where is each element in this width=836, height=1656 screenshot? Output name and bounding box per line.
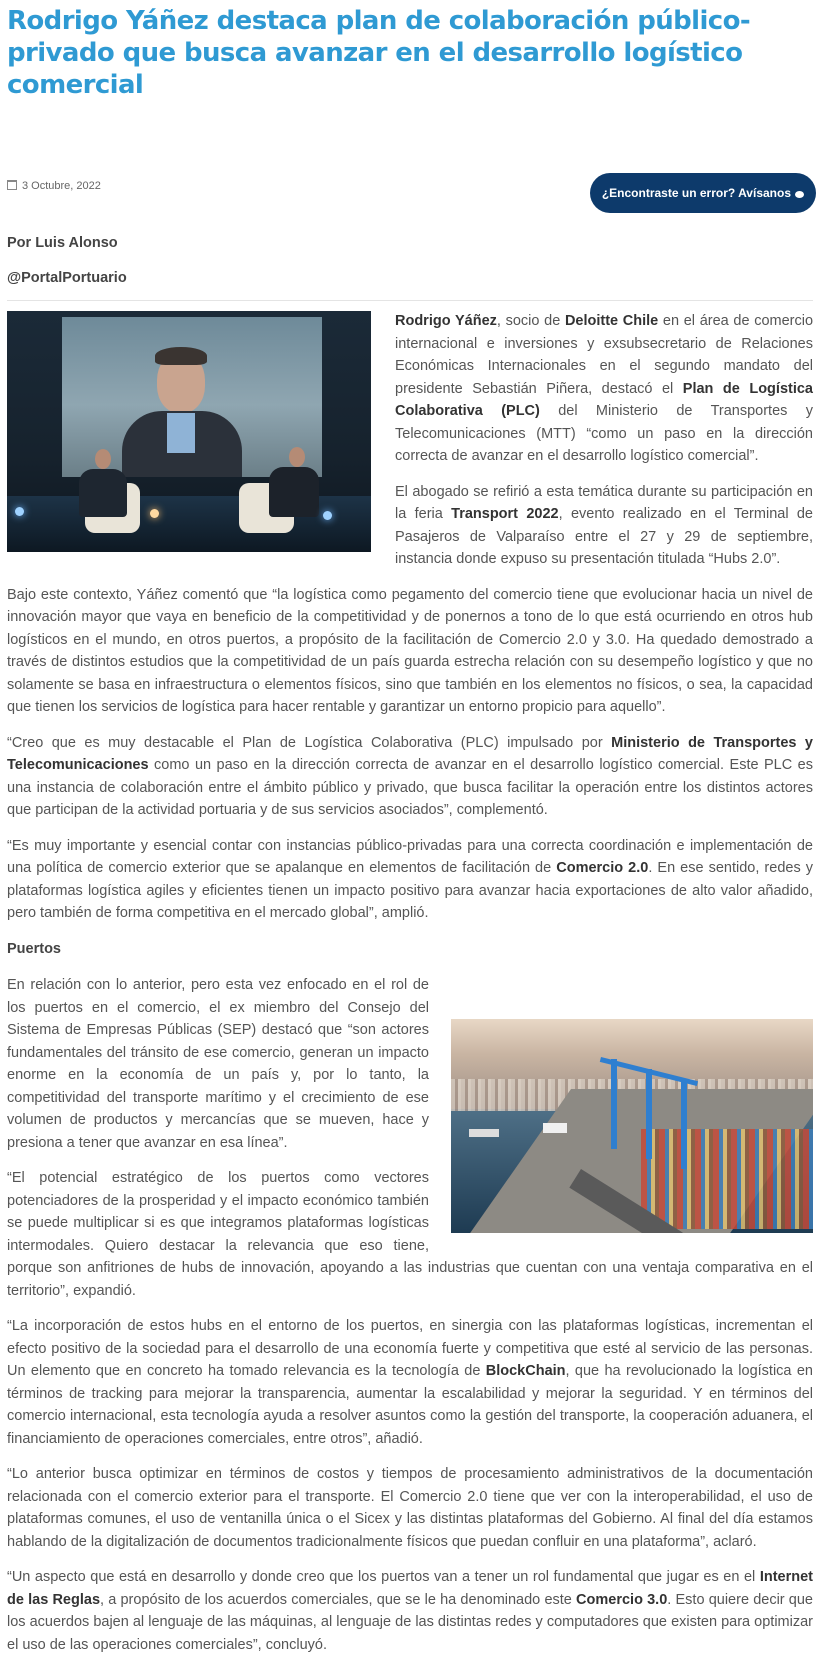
article-body	[7, 310, 813, 1656]
paragraph: “Creo que es muy destacable el Plan de Logística Colaborativa (PLC) impulsado por Ministerio de Transportes y Telecomunicaciones como un paso en la dirección correcta de avanzar en el desarrollo logístico comercial. Este PLC es una instancia de colaboración entre el ámbito público y privado, que busca facilitar la operación entre los distintos actores que participan de la actividad portuaria y de sus servicios asociados”, complementó.	[7, 734, 813, 818]
author-handle: @PortalPortuario	[7, 270, 127, 286]
paragraph: Rodrigo Yáñez, socio de Deloitte Chile en el área de comercio internacional e inversiones y exsubsecretario de Relaciones Económicas Internacionales en el segundo mandato del presidente Sebastián Piñera, destacó el Plan de Logística Colaborativa (PLC) del Ministerio de Transportes y Telecomunicaciones (MTT) “como un paso en la dirección correcta de avanzar en el desarrollo logístico comercial”.	[395, 313, 814, 464]
paragraph: El abogado se refirió a esta temática durante su participación en la feria Transport 2022, evento realizado en el Terminal de Pasajeros de Valparaíso entre el 27 y 29 de septiembre, instancia donde expuso su presentación titulada “Hubs 2.0”.	[395, 483, 813, 567]
speaker-shirt	[167, 413, 195, 453]
paragraph: Bajo este contexto, Yáñez comentó que “la logística como pegamento del comercio tiene que evolucionar hacia un nivel de innovación mayor que vaya en beneficio de la competitividad y de ponernos a tono de lo que está ocurriendo en otros hub logísticos en el mundo, en otros puertos, a propósito de la facilitación de Comercio 2.0 y 3.0. Ha quedado demostrado a través de distintos estudios que la competitividad de un país guarda estrecha relación con su desempeño logístico y que no solamente se basa en infraestructura o elementos físicos, sino que también en los elementos no físicos, o sea, la capacidad que tienen los servicios de logística para hacer rentable y garantizar un entorno propicio para aquello”.	[7, 586, 813, 715]
crane	[681, 1079, 687, 1169]
stage-light-icon	[150, 509, 159, 518]
article	[7, 0, 813, 1656]
paragraph: “El potencial estratégico de los puertos como vectores potenciadores de la prosperidad y el impacto económico también se puede multiplicar si es que integramos plataformas logísticas intermodales. Quiero destacar la relevancia que eso tiene, porque son anfitriones de hubs de innovación, apoyando a las industrias que cuentan con una ventaja comparativa en el territorio”, expandió.	[7, 1170, 813, 1299]
small-ship	[543, 1123, 567, 1133]
author-byline: Por Luis Alonso	[7, 235, 118, 251]
small-ship	[469, 1129, 499, 1137]
report-error-button[interactable]	[590, 173, 816, 213]
paragraph: “Un aspecto que está en desarrollo y donde creo que los puertos van a tener un rol fundamental que jugar es en el Internet de las Reglas, a propósito de los acuerdos comerciales, que se le ha denominado este Comercio 3.0. Esto quiere decir que los acuerdos bajen al lenguaje de las máquinas, al lenguaje de las distintas redes y computadores que existen para optimizar el uso de las operaciones comerciales”, concluyó.	[7, 1569, 814, 1653]
crane	[611, 1059, 617, 1149]
publish-date	[7, 180, 101, 192]
date-text: 3 Octubre, 2022	[22, 180, 101, 192]
conference-photo	[7, 311, 371, 552]
port-photo	[451, 1019, 813, 1233]
crane	[646, 1069, 652, 1159]
paragraph: “La incorporación de estos hubs en el entorno de los puertos, en sinergia con las plataformas logísticas, incrementan el efecto positivo de la sociedad para el desarrollo de una economía fuerte y competitiva que esté al servicio de las personas. Un elemento que en concreto ha tomado relevancia es la tecnología de BlockChain, que ha revolucionado la logística en términos de tracking para mejorar la transparencia, aumentar la escalabilidad y mejorar la seguridad. Y en términos del comercio internacional, esta tecnología ayuda a resolver asuntos como la gestión del transporte, la cooperación aduanera, el financiamiento de operaciones comerciales, entre otros”, añadió.	[7, 1318, 813, 1447]
person-left-body	[79, 469, 127, 517]
stage-light-icon	[15, 507, 24, 516]
paragraph: En relación con lo anterior, pero esta vez enfocado en el rol de los puertos en el comercio, el ex miembro del Consejo del Sistema de Empresas Públicas (SEP) destacó que “son actores fundamentales del tránsito de ese comercio, generan un impacto enorme en la economía de un país y, por lo tanto, la competitividad del transporte marítimo y el crecimiento de ese volumen de productos y mercancías que se mueven, hace y presiona a tener que avanzar en esa línea”.	[7, 977, 429, 1151]
person-right-head	[289, 447, 305, 467]
containers	[641, 1129, 813, 1229]
article-title: Rodrigo Yáñez destaca plan de colaboración público-privado que busca avanzar en el desarrollo logístico comercial	[7, 6, 751, 100]
speaker-hair	[155, 347, 207, 365]
person-left-head	[95, 449, 111, 469]
paragraph: “Es muy importante y esencial contar con instancias público-privadas para una correcta coordinación e implementación de una política de comercio exterior que se apalanque en elementos de facilitación de Comercio 2.0. En ese sentido, redes y plataformas logística agiles y eficientes tienen un impacto positivo para avanzar hacia exportaciones de alto valor añadido, pero también de forma competitiva en el mercado global”, amplió.	[7, 837, 813, 921]
report-error-label: ¿Encontraste un error? Avísanos	[601, 186, 791, 200]
comment-icon	[795, 191, 804, 198]
subheading-puertos: Puertos	[7, 940, 61, 957]
divider	[7, 300, 813, 301]
calendar-icon	[7, 180, 17, 190]
stage-light-icon	[323, 511, 332, 520]
paragraph: “Lo anterior busca optimizar en términos de costos y tiempos de procesamiento administrativos de la documentación relacionada con el comercio exterior para el transporte. El Comercio 2.0 tiene que ver con la interoperabilidad, el uso de plataformas comunes, el uso de ventanilla única o el Sicex y las distintas plataformas del Gobierno. Al final del día estamos hablando de la digitalización de documentos tradicionalmente físicos que puedan confluir en una plataforma”, aclaró.	[7, 1466, 813, 1550]
person-right-body	[269, 467, 319, 517]
meta-row	[7, 173, 813, 233]
